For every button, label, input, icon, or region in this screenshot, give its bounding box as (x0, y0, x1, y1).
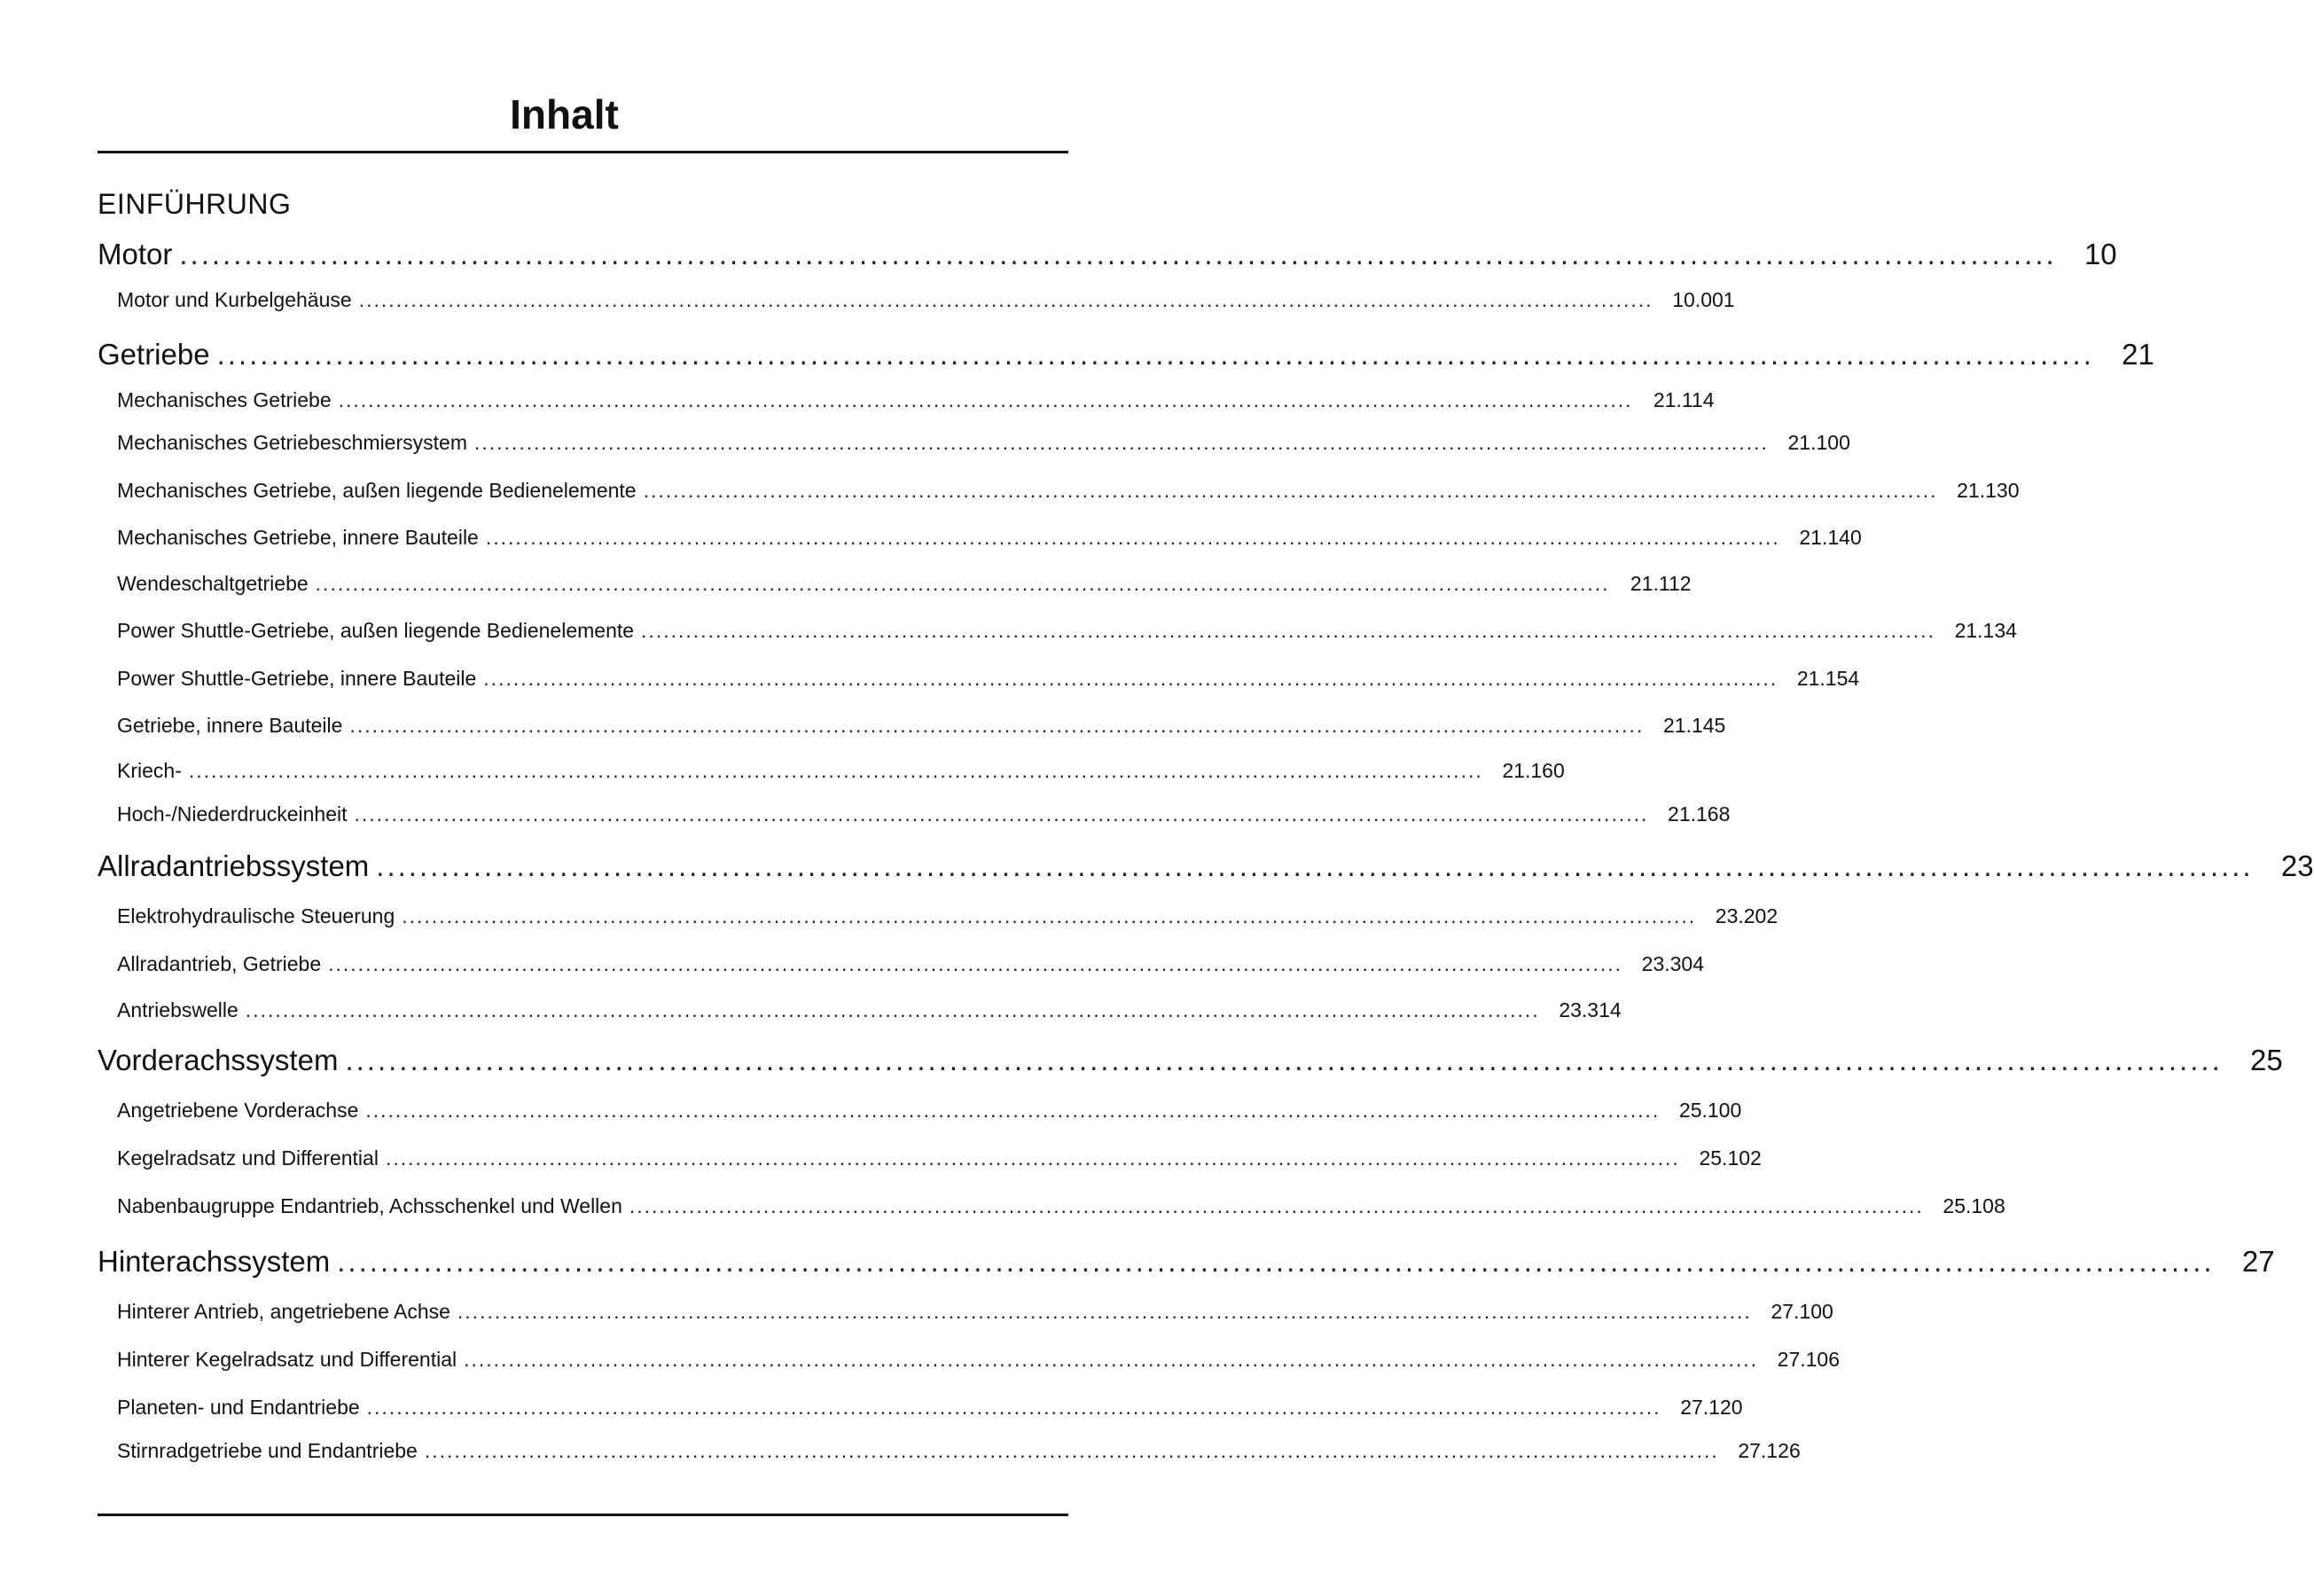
toc-entry-label: Planeten- und Endantriebe (117, 1396, 360, 1419)
dot-leader: .............................................................................................................................................................................. (473, 431, 1769, 454)
toc-entry[interactable] (117, 952, 1705, 979)
toc-page-number: 23.304 (1641, 952, 1705, 975)
dot-leader: .............................................................................................................................................................................. (365, 1099, 1661, 1122)
toc-section-label: Hinterachssystem (98, 1245, 331, 1278)
toc-entry-label: Power Shuttle-Getriebe, innere Bauteile (117, 667, 477, 690)
toc-entry[interactable] (117, 1194, 2005, 1221)
toc-section-label: Vorderachssystem (98, 1044, 339, 1076)
dot-leader: .............................................................................................................................................................................. (216, 338, 2094, 371)
dot-leader: .............................................................................................................................................................................. (643, 479, 1938, 502)
toc-page-number: 25.100 (1678, 1099, 1742, 1122)
dot-leader: .............................................................................................................................................................................. (315, 572, 1610, 595)
dot-leader: .............................................................................................................................................................................. (402, 904, 1697, 927)
toc-page-number: 21.130 (1957, 479, 2020, 502)
toc-entry-label: Mechanisches Getriebe, innere Bauteile (117, 526, 479, 549)
toc-page-number: 21.114 (1653, 388, 1715, 411)
toc-page-number: 25.108 (1943, 1194, 2005, 1217)
toc-page-number: 27.126 (1738, 1439, 1801, 1462)
toc-entry[interactable] (117, 479, 2020, 505)
toc-entry[interactable] (117, 288, 1735, 315)
dot-leader: .............................................................................................................................................................................. (483, 667, 1778, 690)
toc-entry[interactable] (117, 526, 1862, 552)
dot-leader: .............................................................................................................................................................................. (629, 1194, 1924, 1217)
toc-entry[interactable] (117, 802, 1731, 829)
dot-leader: .............................................................................................................................................................................. (337, 1245, 2215, 1278)
dot-leader: .............................................................................................................................................................................. (358, 288, 1653, 311)
toc-entry-label: Mechanisches Getriebe, außen liegende Bedienelemente (117, 479, 637, 502)
dot-leader: .............................................................................................................................................................................. (354, 802, 1649, 825)
toc-page-number: 21.145 (1662, 714, 1726, 737)
toc-entry-label: Getriebe, innere Bauteile (117, 714, 343, 737)
toc-entry-label: Angetriebene Vorderachse (117, 1099, 359, 1122)
dot-leader: .............................................................................................................................................................................. (179, 238, 2057, 270)
toc-page-number: 27.120 (1680, 1396, 1743, 1419)
toc-page-number: 21.134 (1954, 619, 2017, 642)
toc-section-getriebe[interactable] (98, 338, 2154, 377)
toc-page-number: 23.314 (1559, 998, 1622, 1021)
toc-entry[interactable] (117, 1348, 1841, 1374)
dot-leader: .............................................................................................................................................................................. (376, 849, 2254, 882)
toc-entry-label: Motor und Kurbelgehäuse (117, 288, 352, 311)
toc-entry-label: Antriebswelle (117, 998, 238, 1021)
toc-entry[interactable] (117, 759, 1565, 786)
dot-leader: .............................................................................................................................................................................. (328, 952, 1623, 975)
dot-leader: .............................................................................................................................................................................. (366, 1396, 1661, 1419)
toc-entry-label: Hinterer Kegelradsatz und Differential (117, 1348, 457, 1371)
toc-page-number: 10.001 (1672, 288, 1735, 311)
toc-entry[interactable] (117, 714, 1726, 740)
toc-section-vorderachssystem[interactable] (98, 1044, 2283, 1083)
toc-page-number: 21.100 (1787, 431, 1850, 454)
toc-entry[interactable] (117, 1396, 1743, 1422)
toc-page-number: 27 (2241, 1245, 2275, 1278)
dot-leader: .............................................................................................................................................................................. (485, 526, 1780, 549)
toc-entry-label: Power Shuttle-Getriebe, außen liegende Bedienelemente (117, 619, 635, 642)
toc-page-number: 27.106 (1777, 1348, 1841, 1371)
toc-entry[interactable] (117, 1300, 1833, 1326)
toc-page-number: 21.160 (1502, 759, 1565, 782)
toc-section-motor[interactable] (98, 238, 2117, 277)
toc-page-number: 21.168 (1668, 802, 1731, 825)
toc-entry-label: Hinterer Antrieb, angetriebene Achse (117, 1300, 450, 1323)
toc-page-number: 23.202 (1715, 904, 1778, 927)
toc-section-label: Getriebe (98, 338, 210, 371)
toc-entry-label: Wendeschaltgetriebe (117, 572, 309, 595)
toc-entry-label: Elektrohydraulische Steuerung (117, 904, 395, 927)
toc-entry[interactable] (117, 619, 2017, 645)
toc-page-number: 25.102 (1699, 1146, 1762, 1170)
toc-entry[interactable] (117, 998, 1622, 1025)
toc-entry-label: Mechanisches Getriebeschmiersystem (117, 431, 467, 454)
dot-leader: .............................................................................................................................................................................. (457, 1300, 1752, 1323)
toc-section-label: Motor (98, 238, 173, 270)
dot-leader: .............................................................................................................................................................................. (385, 1146, 1680, 1170)
toc-entry-label: Kriech- (117, 759, 182, 782)
toc-entry[interactable] (117, 1439, 1801, 1466)
toc-entry-label: Stirnradgetriebe und Endantriebe (117, 1439, 418, 1462)
toc-page-number: 21 (2122, 338, 2154, 371)
toc-page-number: 21.112 (1630, 572, 1692, 595)
dot-leader: .............................................................................................................................................................................. (338, 388, 1633, 411)
toc-entry-label: Hoch-/Niederdruckeinheit (117, 802, 348, 825)
dot-leader: .............................................................................................................................................................................. (641, 619, 1935, 642)
toc-entry-label: Mechanisches Getriebe (117, 388, 332, 411)
toc-page-number: 25 (2250, 1044, 2283, 1076)
dot-leader: .............................................................................................................................................................................. (188, 759, 1483, 782)
footer-divider (98, 1514, 1068, 1516)
title-divider (98, 151, 1068, 153)
dot-leader: .............................................................................................................................................................................. (349, 714, 1645, 737)
toc-page-number: 23 (2280, 849, 2314, 882)
toc-section-hinterachssystem[interactable] (98, 1245, 2275, 1284)
toc-page-number: 27.100 (1771, 1300, 1833, 1323)
toc-entry-label: Kegelradsatz und Differential (117, 1146, 379, 1170)
dot-leader: .............................................................................................................................................................................. (424, 1439, 1719, 1462)
toc-entry[interactable] (117, 904, 1778, 931)
toc-entry-label: Allradantrieb, Getriebe (117, 952, 322, 975)
toc-entry[interactable] (117, 431, 1850, 458)
toc-entry[interactable] (117, 388, 1715, 415)
toc-section-label: Allradantriebssystem (98, 849, 370, 882)
toc-page-number: 10 (2083, 238, 2117, 270)
dot-leader: .............................................................................................................................................................................. (345, 1044, 2223, 1076)
toc-page-number: 21.140 (1799, 526, 1862, 549)
dot-leader: .............................................................................................................................................................................. (464, 1348, 1759, 1371)
intro-heading: EINFÜHRUNG (98, 188, 292, 220)
toc-entry[interactable] (117, 1099, 1742, 1125)
toc-entry[interactable] (117, 667, 1860, 693)
page-title: Inhalt (510, 91, 619, 137)
dot-leader: .............................................................................................................................................................................. (245, 998, 1540, 1021)
toc-entry-label: Nabenbaugruppe Endantrieb, Achsschenkel und Wellen (117, 1194, 622, 1217)
toc-section-allradantriebssystem[interactable] (98, 849, 2314, 888)
toc-entry[interactable] (117, 572, 1692, 598)
toc-entry[interactable] (117, 1146, 1762, 1173)
toc-page-number: 21.154 (1796, 667, 1860, 690)
